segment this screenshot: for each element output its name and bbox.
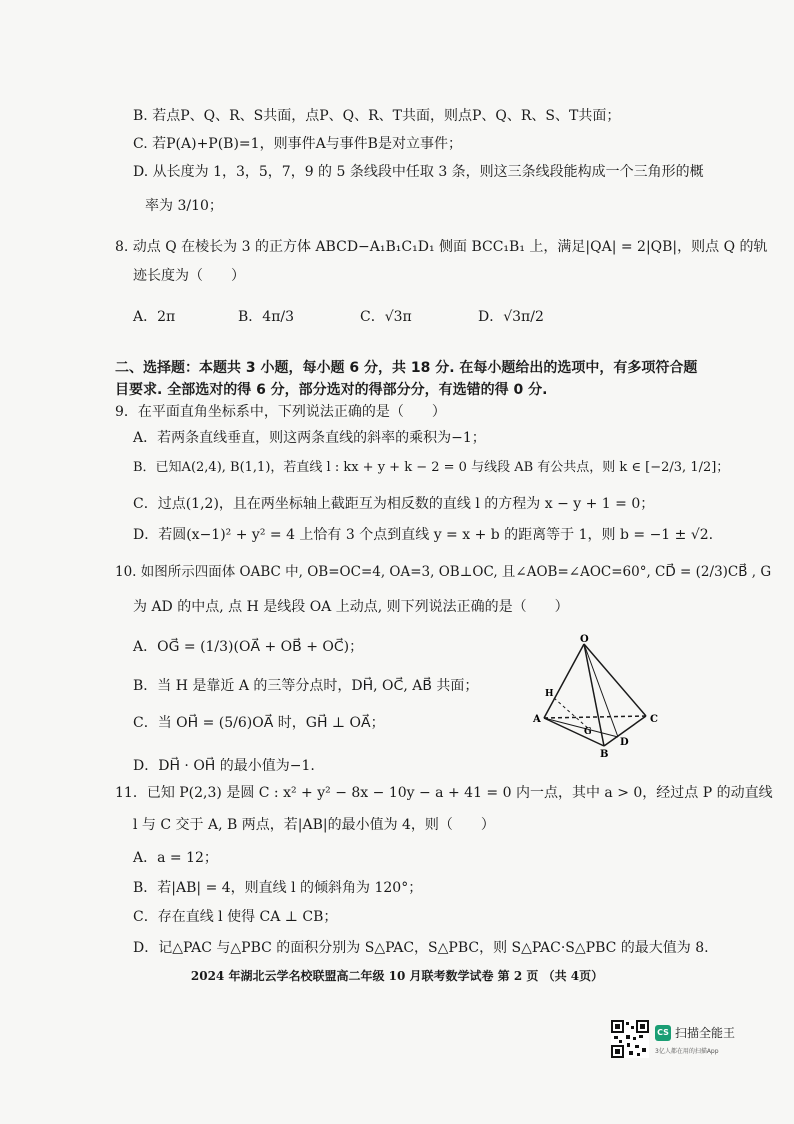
q10-stem-cont: 为 AD 的中点, 点 H 是线段 OA 上动点, 则下列说法正确的是（ ）: [133, 599, 569, 615]
q10-option-d: D．DH⃗ · OH⃗ 的最小值为−1.: [133, 758, 315, 774]
q7-option-b: B. 若点P、Q、R、S共面，点P、Q、R、T共面，则点P、Q、R、S、T共面；: [133, 108, 621, 124]
q8-option-a: A．2π: [133, 309, 176, 325]
q8-stem: 8. 动点 Q 在棱长为 3 的正方体 ABCD−A₁B₁C₁D₁ 侧面 BCC₁B₁ 上，满足|QA| = 2|QB|，则点 Q 的轨: [115, 239, 768, 255]
q10-stem: 10. 如图所示四面体 OABC 中, OB=OC=4, OA=3, OB⊥OC, 且∠AOB=∠AOC=60°, CD⃗ = (2/3)CB⃗ , G: [115, 564, 772, 580]
q9-stem: 9．在平面直角坐标系中，下列说法正确的是（ ）: [115, 404, 446, 420]
q7-option-d: D. 从长度为 1，3，5，7，9 的 5 条线段中任取 3 条，则这三条线段能构成一个三角形的概: [133, 164, 704, 180]
q9-option-c: C．过点(1,2)，且在两坐标轴上截距互为相反数的直线 l 的方程为 x − y + 1 = 0；: [133, 496, 655, 512]
q11-option-c: C．存在直线 l 使得 CA ⊥ CB；: [133, 909, 338, 925]
section-heading-cont: 目要求. 全部选对的得 6 分，部分选对的得部分分，有选错的得 0 分.: [115, 382, 548, 398]
q10-option-b: B．当 H 是靠近 A 的三等分点时，DH⃗, OC⃗, AB⃗ 共面；: [133, 678, 479, 694]
q10-option-c: C．当 OH⃗ = (5/6)OA⃗ 时，GH⃗ ⊥ OA⃗；: [133, 715, 385, 731]
q9-option-a: A．若两条直线垂直，则这两条直线的斜率的乘积为−1；: [133, 430, 486, 446]
q11-option-a: A．a = 12；: [133, 850, 218, 866]
label-g: G: [584, 727, 592, 737]
q11-stem-cont: l 与 C 交于 A, B 两点，若|AB|的最小值为 4，则（ ）: [133, 817, 495, 833]
q7-option-c: C. 若P(A)+P(B)=1，则事件A与事件B是对立事件；: [133, 136, 462, 152]
label-a: A: [533, 714, 541, 725]
label-d: D: [620, 737, 629, 748]
q11-stem: 11．已知 P(2,3) 是圆 C : x² + y² − 8x − 10y − a + 41 = 0 内一点，其中 a > 0，经过点 P 的动直线: [115, 785, 773, 801]
q8-stem-cont: 迹长度为（ ）: [133, 268, 245, 284]
label-c: C: [650, 714, 658, 725]
label-b: B: [600, 749, 609, 758]
qr-code-icon: [611, 1020, 649, 1058]
q7-option-d-cont: 率为 3/10；: [145, 198, 223, 214]
section-heading: 二、选择题：本题共 3 小题，每小题 6 分，共 18 分. 在每小题给出的选项中，有多项符合题: [115, 360, 698, 376]
page-footer: 2024 年湖北云学名校联盟高二年级 10 月联考数学试卷 第 2 页 （共 4页）: [190, 969, 604, 983]
scanner-name: 扫描全能王: [675, 1026, 736, 1040]
q11-option-b: B．若|AB| = 4，则直线 l 的倾斜角为 120°；: [133, 880, 423, 896]
q8-option-b: B．4π/3: [238, 309, 295, 325]
q11-option-d: D．记△PAC 与△PBC 的面积分别为 S△PAC，S△PBC，则 S△PAC·S△PBC 的最大值为 8.: [133, 940, 709, 956]
q9-option-b: B．已知A(2,4), B(1,1)，若直线 l : kx + y + k − 2 = 0 与线段 AB 有公共点，则 k ∈ [−2/3, 1/2]；: [133, 460, 730, 475]
q10-option-a: A．OG⃗ = (1/3)(OA⃗ + OB⃗ + OC⃗)；: [133, 639, 364, 655]
scanner-badge: [655, 1024, 735, 1041]
label-o: O: [580, 634, 589, 645]
tetrahedron-figure: [528, 634, 668, 758]
scanner-tagline: 3亿人都在用的扫描App: [655, 1048, 719, 1055]
q9-option-d: D．若圆(x−1)² + y² = 4 上恰有 3 个点到直线 y = x + b 的距离等于 1，则 b = −1 ± √2.: [133, 527, 714, 543]
label-h: H: [545, 689, 554, 699]
q8-option-c: C．√3π: [360, 309, 412, 325]
camscanner-logo-icon: CS: [655, 1025, 671, 1041]
q8-option-d: D．√3π/2: [478, 309, 544, 325]
